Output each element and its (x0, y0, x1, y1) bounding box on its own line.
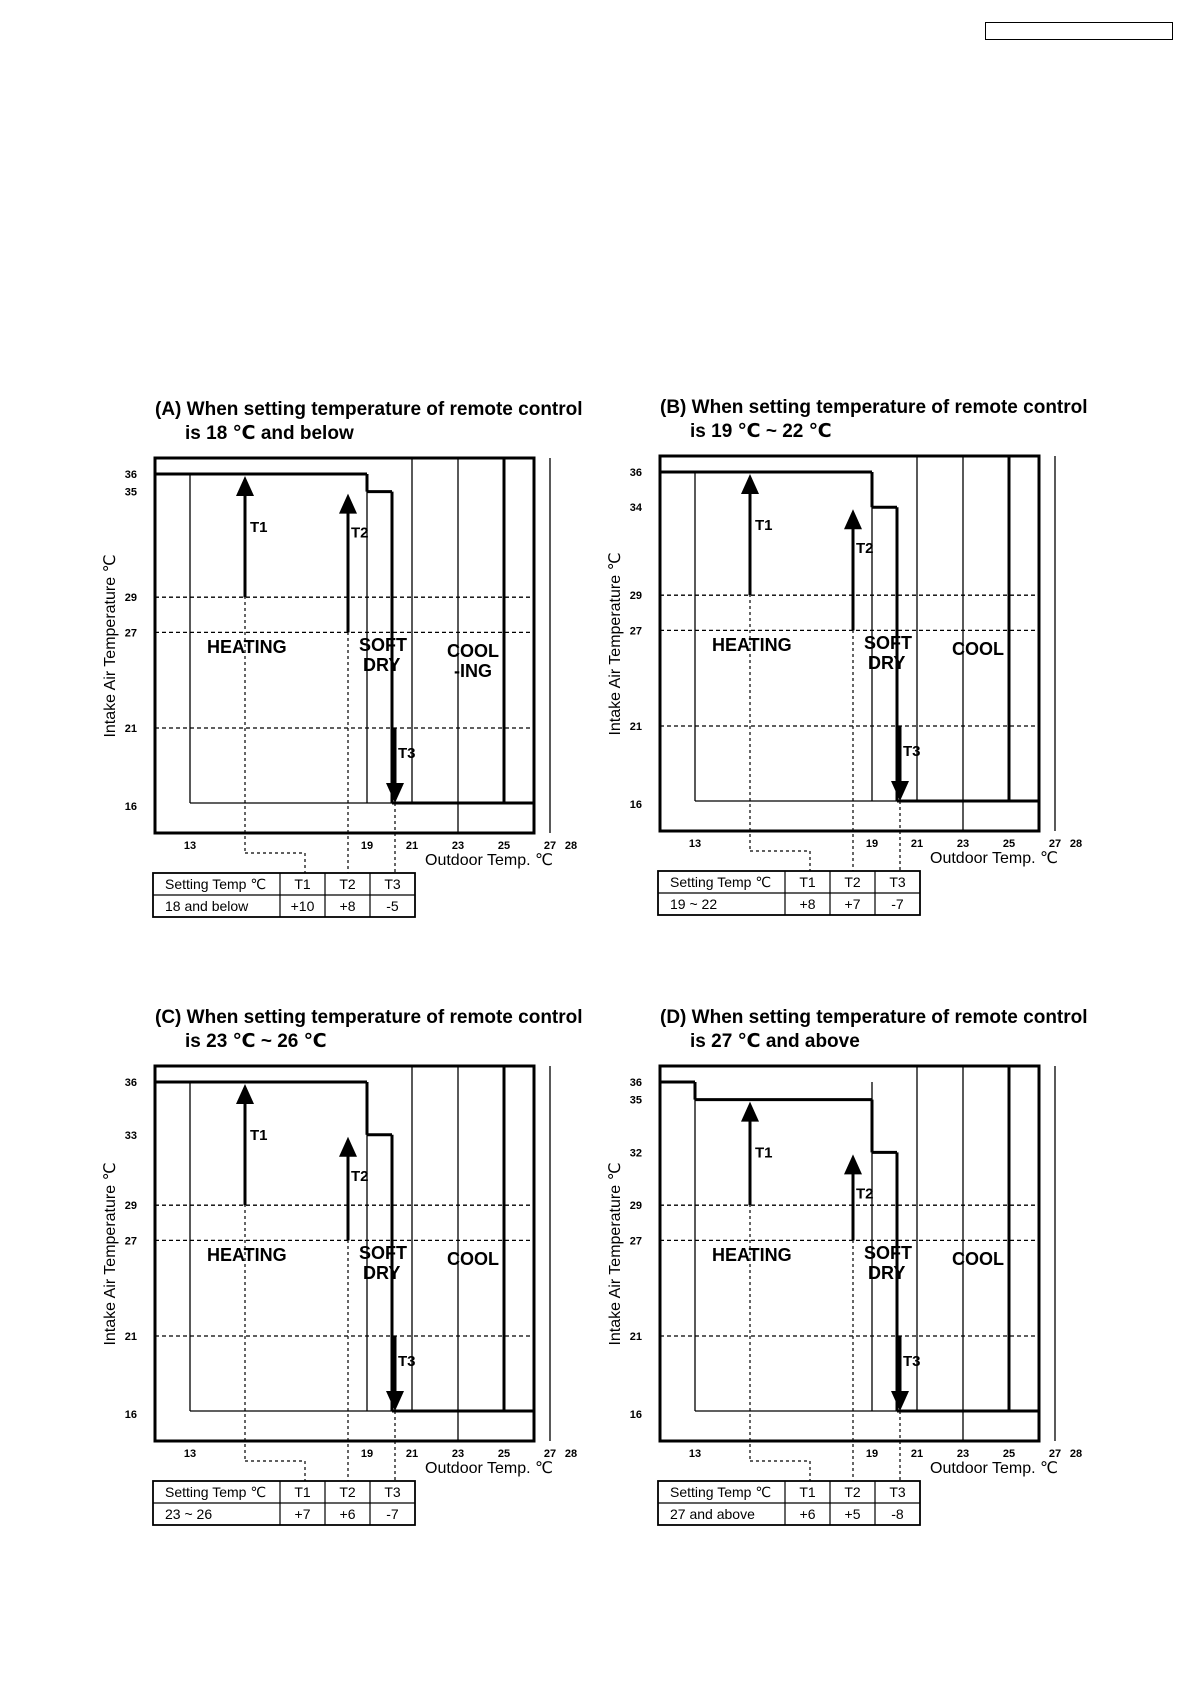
heating-zone-label: HEATING (712, 1245, 792, 1265)
dry-zone-label: DRY (868, 1263, 906, 1283)
y-tick-label: 36 (124, 469, 137, 481)
cool-zone-label: COOL (952, 639, 1004, 659)
table-value-cell: -7 (386, 1506, 399, 1522)
panel-title-line2: is 23 ℃ ~ 26 ℃ (185, 1031, 327, 1052)
t3-label: T3 (903, 1353, 921, 1370)
x-tick-label: 23 (956, 1448, 970, 1460)
panel-title-line2: is 18 ℃ and below (185, 423, 354, 444)
cool-zone-label: COOL (447, 1249, 499, 1269)
t1-label: T1 (250, 519, 268, 536)
dry-zone-label: DRY (363, 1263, 401, 1283)
panel-title-line1: (B) When setting temperature of remote control (660, 397, 1088, 418)
table-header-cell: T2 (844, 874, 861, 890)
table-value-cell: -7 (891, 896, 904, 912)
x-tick-label: 27 (543, 840, 557, 852)
y-tick-label: 32 (629, 1147, 642, 1160)
x-tick-label: 21 (910, 838, 924, 850)
y-tick-label: 36 (124, 1077, 137, 1089)
t1-arrow-head (741, 1102, 759, 1122)
x-tick-label: 23 (956, 838, 970, 850)
table-header-cell: T3 (889, 874, 906, 890)
y-tick-label: 16 (124, 1409, 137, 1421)
x-tick-label: 25 (1002, 838, 1016, 850)
dry-zone-label: DRY (868, 653, 906, 673)
x-axis-label: Outdoor Temp. ℃ (425, 852, 553, 869)
y-tick-label: 29 (629, 1200, 642, 1213)
y-tick-label: 29 (124, 1200, 137, 1213)
y-axis-label: Intake Air Temperature ℃ (102, 1162, 119, 1346)
x-tick-label: 23 (451, 1448, 465, 1460)
x-tick-label: 25 (497, 1448, 511, 1460)
y-tick-label: 27 (124, 1235, 137, 1248)
x-axis-label: Outdoor Temp. ℃ (930, 1460, 1058, 1477)
t1-arrow-head (236, 476, 254, 496)
t2-label: T2 (351, 524, 369, 542)
x-tick-label: 19 (360, 1448, 374, 1460)
panel-title-line1: (D) When setting temperature of remote control (660, 1007, 1088, 1028)
x-tick-label: 21 (405, 840, 419, 852)
table-value-cell: +7 (844, 896, 861, 912)
zone-diagram-c (102, 1066, 577, 1525)
t3-label: T3 (398, 1353, 416, 1370)
y-tick-label: 27 (124, 627, 137, 640)
y-tick-label: 36 (629, 1077, 642, 1089)
table-value-cell: +6 (339, 1506, 356, 1522)
heating-zone-label: HEATING (207, 637, 287, 657)
t2-arrow-head (844, 1154, 862, 1174)
table-header-cell: T2 (339, 876, 356, 892)
y-tick-label: 35 (629, 1094, 642, 1107)
panel-title-line1: (C) When setting temperature of remote control (155, 1007, 583, 1028)
table-header-cell: Setting Temp ℃ (165, 1484, 267, 1500)
table-header-cell: T2 (844, 1484, 861, 1500)
x-tick-label: 28 (564, 840, 578, 852)
x-tick-label: 13 (688, 838, 702, 850)
y-tick-label: 16 (124, 801, 137, 813)
y-tick-label: 21 (629, 721, 642, 733)
table-header-cell: Setting Temp ℃ (670, 874, 772, 890)
t2-arrow-head (339, 494, 357, 514)
x-tick-label: 13 (183, 840, 197, 852)
x-tick-label: 21 (405, 1448, 419, 1460)
dry-zone-label: DRY (363, 655, 401, 675)
table-value-cell: -8 (891, 1506, 904, 1522)
table-value-cell: +6 (799, 1506, 816, 1522)
y-tick-label: 27 (629, 625, 642, 638)
y-tick-label: 27 (629, 1235, 642, 1248)
y-tick-label: 16 (629, 799, 642, 811)
x-axis-label: Outdoor Temp. ℃ (930, 850, 1058, 867)
t1-label: T1 (755, 517, 773, 534)
table-value-cell: 18 and below (165, 898, 249, 914)
table-header-cell: Setting Temp ℃ (670, 1484, 772, 1500)
t2-label: T2 (856, 1185, 874, 1203)
t3-arrow-head (386, 1391, 404, 1411)
table-value-cell: +8 (339, 898, 356, 914)
soft-zone-label: SOFT (359, 635, 407, 655)
table-value-cell: -5 (386, 898, 399, 914)
t2-label: T2 (856, 540, 874, 558)
table-header-cell: T1 (294, 1484, 311, 1500)
y-tick-label: 29 (124, 592, 137, 605)
t1-label: T1 (250, 1127, 268, 1144)
table-header-cell: T3 (889, 1484, 906, 1500)
soft-zone-label: SOFT (359, 1243, 407, 1263)
panel-title-line2: is 19 ℃ ~ 22 ℃ (690, 421, 832, 442)
table-value-cell: +5 (844, 1506, 861, 1522)
x-tick-label: 19 (865, 838, 879, 850)
table-value-cell: +8 (799, 896, 816, 912)
y-tick-label: 29 (629, 590, 642, 603)
t1-arrow-head (236, 1084, 254, 1104)
x-tick-label: 21 (910, 1448, 924, 1460)
y-tick-label: 33 (124, 1129, 137, 1142)
table-header-cell: T1 (294, 876, 311, 892)
x-tick-label: 13 (688, 1448, 702, 1460)
y-tick-label: 21 (124, 1331, 137, 1343)
x-tick-label: 19 (865, 1448, 879, 1460)
cool-zone-label: COOL (447, 641, 499, 661)
t1-arrow-head (741, 474, 759, 494)
soft-zone-label: SOFT (864, 1243, 912, 1263)
zone-diagram-a (102, 458, 577, 917)
x-tick-label: 27 (1048, 838, 1062, 850)
table-header-cell: Setting Temp ℃ (165, 876, 267, 892)
table-value-cell: +10 (290, 898, 315, 914)
x-tick-label: 13 (183, 1448, 197, 1460)
t3-label: T3 (398, 745, 416, 762)
x-tick-label: 19 (360, 840, 374, 852)
y-axis-label: Intake Air Temperature ℃ (607, 1162, 624, 1346)
y-tick-label: 36 (629, 467, 642, 479)
table-header-cell: T2 (339, 1484, 356, 1500)
t3-arrow-head (386, 783, 404, 803)
panel-title-line2: is 27 ℃ and above (690, 1031, 860, 1052)
y-tick-label: 34 (629, 502, 642, 515)
x-tick-label: 28 (1069, 1448, 1083, 1460)
table-value-cell: +7 (294, 1506, 311, 1522)
y-tick-label: 21 (629, 1331, 642, 1343)
x-tick-label: 27 (1048, 1448, 1062, 1460)
cooling-zone-label-2: -ING (454, 661, 492, 681)
cool-zone-label: COOL (952, 1249, 1004, 1269)
t2-arrow-head (844, 509, 862, 529)
x-tick-label: 25 (497, 840, 511, 852)
x-tick-label: 28 (1069, 838, 1083, 850)
zone-diagram-b (607, 456, 1082, 915)
heating-zone-label: HEATING (207, 1245, 287, 1265)
t3-label: T3 (903, 743, 921, 760)
table-value-cell: 19 ~ 22 (670, 896, 718, 912)
panel-title-line1: (A) When setting temperature of remote control (155, 399, 583, 420)
x-axis-label: Outdoor Temp. ℃ (425, 1460, 553, 1477)
table-header-cell: T1 (799, 1484, 816, 1500)
table-header-cell: T1 (799, 874, 816, 890)
x-tick-label: 28 (564, 1448, 578, 1460)
table-header-cell: T3 (384, 876, 401, 892)
y-tick-label: 16 (629, 1409, 642, 1421)
y-axis-label: Intake Air Temperature ℃ (102, 554, 119, 738)
t3-arrow-head (891, 781, 909, 801)
table-header-cell: T3 (384, 1484, 401, 1500)
t2-label: T2 (351, 1167, 369, 1185)
table-value-cell: 23 ~ 26 (165, 1506, 213, 1522)
soft-zone-label: SOFT (864, 633, 912, 653)
t2-arrow-head (339, 1137, 357, 1157)
y-tick-label: 21 (124, 723, 137, 735)
x-tick-label: 27 (543, 1448, 557, 1460)
zone-diagram-d (607, 1066, 1082, 1525)
x-tick-label: 23 (451, 840, 465, 852)
y-axis-label: Intake Air Temperature ℃ (607, 552, 624, 736)
table-value-cell: 27 and above (670, 1506, 755, 1522)
t1-label: T1 (755, 1144, 773, 1162)
t3-arrow-head (891, 1391, 909, 1411)
x-tick-label: 25 (1002, 1448, 1016, 1460)
y-tick-label: 35 (124, 486, 137, 499)
heating-zone-label: HEATING (712, 635, 792, 655)
